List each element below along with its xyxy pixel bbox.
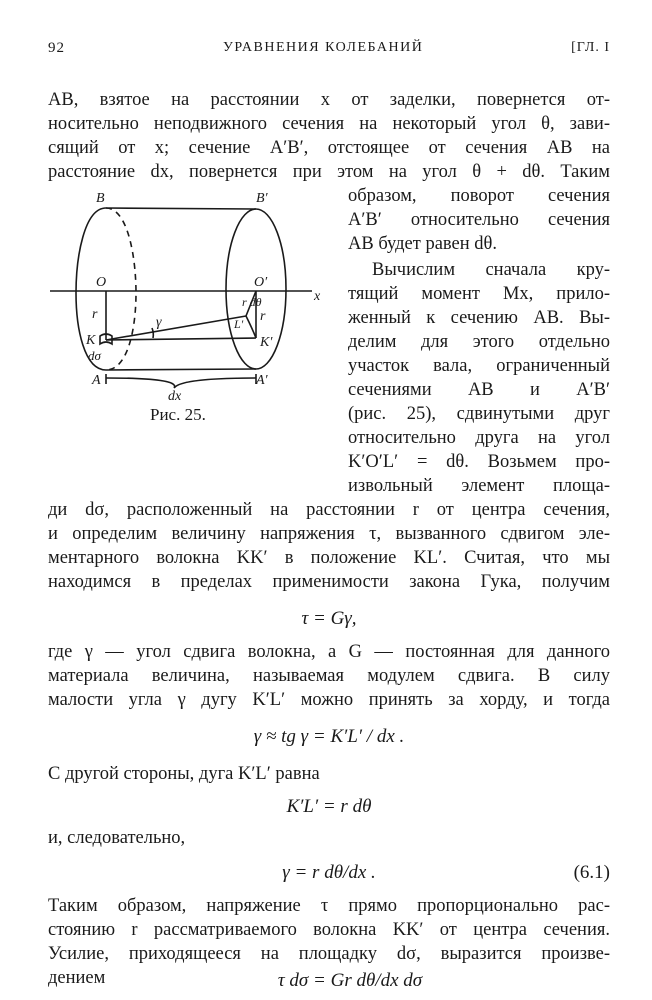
equation-number: (6.1) bbox=[573, 862, 610, 883]
page-number: 92 bbox=[48, 40, 65, 56]
label-gamma: γ bbox=[156, 315, 162, 330]
angle-gamma bbox=[152, 328, 153, 338]
page-header bbox=[48, 40, 610, 64]
side-text-line: K′O′L′ = dθ. Возьмем про- bbox=[348, 452, 610, 472]
label-B-prime: B′ bbox=[256, 191, 268, 206]
bottom-generator bbox=[106, 369, 256, 370]
side-text-line: Вычислим сначала кру- bbox=[372, 260, 610, 280]
label-A: A bbox=[92, 373, 101, 388]
side-text-line: извольный элемент площа- bbox=[348, 476, 610, 496]
text-line: AB, взятое на расстоянии x от заделки, повернется от- bbox=[48, 90, 610, 110]
side-text-line: сечениями AB и A′B′ bbox=[348, 380, 610, 400]
side-text-line: женный к сечению AB. Вы- bbox=[348, 308, 610, 328]
text-line: и определим величину напряжения τ, вызванного сдвигом эле- bbox=[48, 524, 610, 544]
text-line: Усилие, приходящееся на площадку dσ, выразится произве- bbox=[48, 944, 610, 964]
text-line: малости угла γ дугу K′L′ можно принять за хорду, и тогда bbox=[48, 690, 610, 710]
dx-brace bbox=[106, 378, 256, 388]
side-text-line: (рис. 25), сдвинутыми друг bbox=[348, 404, 610, 424]
label-r-left: r bbox=[92, 307, 98, 322]
label-B: B bbox=[96, 191, 105, 206]
label-x-axis: x bbox=[314, 289, 321, 304]
fiber-kl bbox=[106, 316, 246, 340]
side-text-line: участок вала, ограниченный bbox=[348, 356, 610, 376]
left-ellipse-hidden bbox=[106, 208, 136, 370]
text-line: С другой стороны, дуга K′L′ равна bbox=[48, 764, 320, 784]
text-line: дением bbox=[48, 968, 106, 988]
text-line: материала величина, называемая модулем сдвига. В силу bbox=[48, 666, 610, 686]
formula-gamma-tg: γ ≈ tg γ = K′L′ / dx . bbox=[253, 726, 405, 747]
figure-caption: Рис. 25. bbox=[150, 405, 206, 424]
label-K: K bbox=[86, 333, 96, 348]
text-line: ментарного волокна KK′ в положение KL′. Считая, что мы bbox=[48, 548, 610, 568]
text-line: расстояние dx, повернется при этом на угол θ + dθ. Таким bbox=[48, 162, 610, 182]
label-dsigma: dσ bbox=[88, 348, 101, 363]
chapter-marker: [ГЛ. I bbox=[571, 40, 610, 55]
text-line: Таким образом, напряжение τ прямо пропорционально рас- bbox=[48, 896, 610, 916]
formula-hooke: τ = Gγ, bbox=[301, 608, 357, 629]
label-K-prime: K′ bbox=[260, 335, 273, 350]
text-line: стоянию r рассматриваемого волокна KK′ от центра сечения. bbox=[48, 920, 610, 940]
label-L-prime: L′ bbox=[234, 317, 244, 331]
running-title: УРАВНЕНИЯ КОЛЕБАНИЙ bbox=[223, 40, 424, 55]
text-line: где γ — угол сдвига волокна, а G — постоянная для данного bbox=[48, 642, 610, 662]
text-line: и, следовательно, bbox=[48, 828, 186, 848]
label-A-prime: A′ bbox=[256, 373, 268, 388]
formula-stress-force: τ dσ = Gr dθ/dx dσ bbox=[277, 970, 423, 991]
label-r-right: r bbox=[260, 309, 266, 324]
formula-arc: K′L′ = r dθ bbox=[286, 796, 372, 817]
formula-6-1: γ = r dθ/dx . bbox=[282, 862, 376, 883]
figure-cylinder bbox=[44, 188, 344, 403]
side-text-line: делим для этого отдельно bbox=[348, 332, 610, 352]
arc-kl bbox=[246, 316, 256, 338]
top-generator bbox=[106, 208, 256, 209]
side-text-line: тящий момент Mx, прило- bbox=[348, 284, 610, 304]
side-text-line: относительно друга на угол bbox=[348, 428, 610, 448]
label-O-prime: O′ bbox=[254, 275, 268, 290]
side-text-line: образом, поворот сечения bbox=[348, 186, 610, 206]
side-text-line: AB будет равен dθ. bbox=[348, 234, 498, 254]
label-r-dtheta: r dθ bbox=[242, 295, 262, 309]
label-O: O bbox=[96, 275, 107, 290]
text-line: находимся в пределах применимости закона Гука, получим bbox=[48, 572, 610, 592]
side-text-line: A′B′ относительно сечения bbox=[348, 210, 610, 230]
text-line: сящий от x; сечение A′B′, отстоящее от сечения AB на bbox=[48, 138, 610, 158]
text-line: носительно неподвижного сечения на некоторый угол θ, зави- bbox=[48, 114, 610, 134]
text-line: ди dσ, расположенный на расстоянии r от центра сечения, bbox=[48, 500, 610, 520]
label-dx: dx bbox=[168, 389, 182, 403]
